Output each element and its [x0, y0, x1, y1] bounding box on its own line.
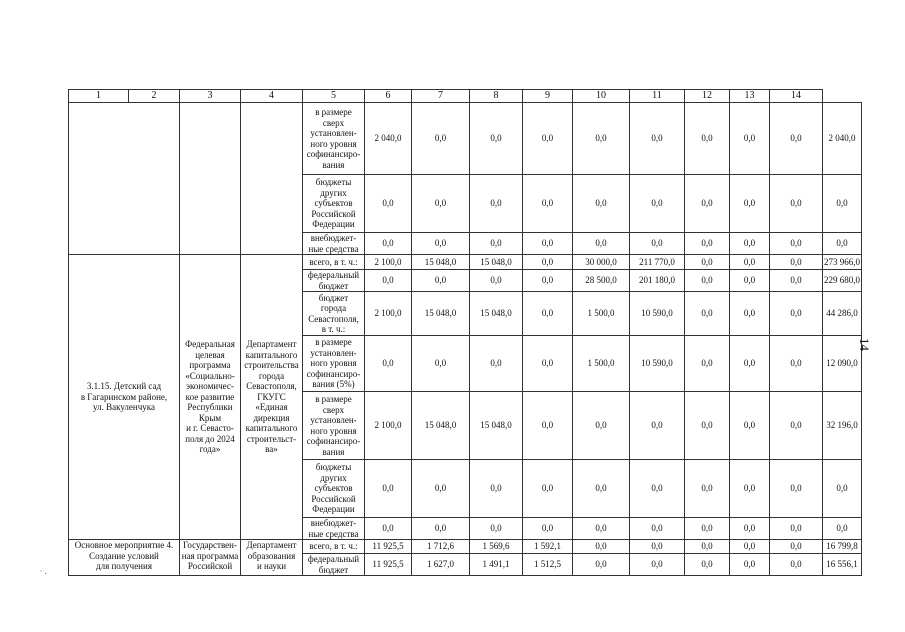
- value-cell: 1 627,0: [412, 554, 470, 576]
- source-cell-line: вания: [322, 446, 345, 457]
- value-cell: 0,0: [523, 292, 573, 336]
- measure-cell-line: в Гагаринском районе,: [80, 391, 168, 402]
- value-cell: 0,0: [685, 233, 730, 255]
- program-cell: [180, 540, 241, 576]
- value-cell: 201 180,0: [630, 270, 685, 292]
- value-cell: 0,0: [730, 103, 770, 175]
- source-cell: [303, 103, 365, 175]
- value-cell: 0,0: [685, 255, 730, 270]
- value-cell: 0,0: [523, 233, 573, 255]
- source-cell-line: в размере: [315, 394, 352, 404]
- value-cell: 30 000,0: [573, 255, 630, 270]
- value-cell: 0,0: [685, 103, 730, 175]
- value-cell: 0,0: [770, 233, 823, 255]
- value-cell: 2 040,0: [823, 103, 862, 175]
- value-cell: 0,0: [770, 392, 823, 460]
- executor-cell-line: образования: [247, 550, 296, 561]
- source-cell-line: других: [320, 472, 347, 483]
- program-cell-line: кое развитие: [185, 391, 235, 402]
- source-cell-line: внебюджет-: [310, 518, 357, 528]
- value-cell: 11 925,5: [365, 540, 412, 554]
- value-cell: 0,0: [573, 460, 630, 518]
- value-cell: 0,0: [365, 233, 412, 255]
- budget-table: [68, 89, 862, 576]
- source-cell: [303, 460, 365, 518]
- source-cell-line: бюджет: [318, 564, 349, 575]
- value-cell: 0,0: [730, 336, 770, 392]
- source-cell-line: в размере: [315, 337, 352, 348]
- value-cell: 2 040,0: [365, 103, 412, 175]
- source-cell-line: всего, в т. ч.:: [309, 256, 358, 267]
- executor-cell: [241, 255, 303, 540]
- value-cell: 0,0: [630, 540, 685, 554]
- value-cell: 0,0: [770, 540, 823, 554]
- source-cell-line: федеральный: [307, 554, 360, 564]
- source-cell-line: сверх: [322, 404, 345, 415]
- program-cell: [180, 255, 241, 540]
- program-cell-line: Федеральная: [185, 339, 235, 350]
- value-cell: 0,0: [730, 518, 770, 540]
- value-cell: 0,0: [523, 518, 573, 540]
- header-cell: 11: [630, 90, 685, 103]
- program-cell-line: года»: [199, 444, 221, 455]
- table-row: [69, 255, 862, 270]
- executor-cell-line: капитального: [245, 423, 298, 434]
- program-cell-line: и г. Севасто-: [186, 423, 234, 434]
- measure-cell: [69, 103, 180, 255]
- source-cell: [303, 392, 365, 460]
- value-cell: 0,0: [730, 292, 770, 336]
- value-cell: 10 590,0: [630, 336, 685, 392]
- value-cell: 0,0: [730, 175, 770, 233]
- source-cell: [303, 554, 365, 576]
- value-cell: 2 100,0: [365, 392, 412, 460]
- source-cell: [303, 540, 365, 554]
- value-cell: 273 966,0: [823, 255, 862, 270]
- measure-cell-line: для получения: [96, 561, 152, 571]
- value-cell: 0,0: [730, 554, 770, 576]
- source-cell-line: федеральный: [307, 270, 360, 280]
- executor-cell-line: города: [258, 370, 285, 381]
- value-cell: 0,0: [470, 103, 523, 175]
- value-cell: 0,0: [630, 175, 685, 233]
- header-cell: 13: [730, 90, 770, 103]
- header-row: [69, 90, 862, 103]
- executor-cell: [241, 103, 303, 255]
- value-cell: 0,0: [770, 270, 823, 292]
- executor-cell-line: ГКУГС: [257, 391, 286, 402]
- value-cell: 0,0: [470, 175, 523, 233]
- value-cell: 0,0: [685, 460, 730, 518]
- header-cell: 3: [180, 90, 241, 103]
- source-cell-line: Российской: [311, 493, 356, 504]
- program-cell-line: целевая: [195, 349, 225, 360]
- source-cell-line: Российской: [311, 208, 356, 219]
- header-cell: 5: [303, 90, 365, 103]
- header-cell: 10: [573, 90, 630, 103]
- value-cell: 0,0: [730, 460, 770, 518]
- value-cell: 0,0: [412, 233, 470, 255]
- value-cell: 1 491,1: [470, 554, 523, 576]
- source-cell: [303, 233, 365, 255]
- measure-cell-line: 3.1.15. Детский сад: [86, 381, 162, 392]
- source-cell-line: бюджет: [318, 292, 349, 303]
- source-cell-line: вания (5%): [312, 379, 355, 390]
- value-cell: 0,0: [770, 292, 823, 336]
- value-cell: 0,0: [823, 233, 862, 255]
- value-cell: 1 512,5: [523, 554, 573, 576]
- value-cell: 0,0: [470, 336, 523, 392]
- value-cell: 0,0: [630, 554, 685, 576]
- value-cell: 0,0: [770, 554, 823, 576]
- value-cell: 2 100,0: [365, 255, 412, 270]
- value-cell: 16 799,8: [823, 540, 862, 554]
- executor-cell-line: ва»: [265, 444, 278, 455]
- source-cell: [303, 292, 365, 336]
- source-cell-line: бюджеты: [315, 462, 352, 473]
- value-cell: 0,0: [730, 392, 770, 460]
- value-cell: 15 048,0: [412, 392, 470, 460]
- source-cell: [303, 270, 365, 292]
- value-cell: 0,0: [470, 460, 523, 518]
- value-cell: 0,0: [412, 103, 470, 175]
- value-cell: 1 592,1: [523, 540, 573, 554]
- value-cell: 0,0: [685, 336, 730, 392]
- value-cell: 0,0: [470, 270, 523, 292]
- source-cell: [303, 518, 365, 540]
- value-cell: 11 925,5: [365, 554, 412, 576]
- source-cell-line: в т. ч.:: [321, 324, 346, 334]
- source-cell-line: Федерации: [312, 504, 355, 515]
- table-row: [69, 540, 862, 554]
- value-cell: 0,0: [823, 175, 862, 233]
- program-cell-line: «Социально-: [185, 370, 235, 381]
- source-cell-line: ные средства: [308, 243, 359, 254]
- source-cell-line: Севастополя,: [308, 313, 359, 324]
- margin-mark: ∙ .: [40, 566, 47, 576]
- value-cell: 2 100,0: [365, 292, 412, 336]
- program-cell-line: программа: [189, 360, 231, 371]
- source-cell-line: внебюджет-: [310, 233, 357, 243]
- value-cell: 0,0: [412, 270, 470, 292]
- value-cell: 0,0: [823, 460, 862, 518]
- program-cell-line: поля до 2024: [185, 433, 235, 444]
- value-cell: 15 048,0: [470, 255, 523, 270]
- executor-cell-line: и науки: [256, 561, 287, 571]
- value-cell: 0,0: [523, 392, 573, 460]
- source-cell-line: Федерации: [312, 219, 355, 230]
- table-body: [69, 90, 862, 576]
- value-cell: 0,0: [365, 336, 412, 392]
- source-cell-line: в размере: [315, 107, 352, 117]
- source-cell-line: субъектов: [314, 198, 353, 209]
- value-cell: 0,0: [412, 518, 470, 540]
- header-cell: 7: [412, 90, 470, 103]
- source-cell-line: ного уровня: [310, 138, 357, 149]
- value-cell: 1 712,6: [412, 540, 470, 554]
- value-cell: 15 048,0: [412, 255, 470, 270]
- value-cell: 0,0: [685, 518, 730, 540]
- value-cell: 0,0: [730, 255, 770, 270]
- value-cell: 0,0: [365, 460, 412, 518]
- value-cell: 0,0: [630, 518, 685, 540]
- header-cell: 2: [129, 90, 180, 103]
- source-cell-line: бюджет: [318, 280, 349, 291]
- value-cell: 32 196,0: [823, 392, 862, 460]
- page-number: 14: [857, 338, 872, 351]
- value-cell: 0,0: [770, 518, 823, 540]
- value-cell: 0,0: [573, 233, 630, 255]
- value-cell: 0,0: [730, 233, 770, 255]
- value-cell: 0,0: [470, 233, 523, 255]
- value-cell: 0,0: [523, 255, 573, 270]
- measure-cell: [69, 540, 180, 576]
- value-cell: 0,0: [685, 554, 730, 576]
- source-cell-line: ного уровня: [310, 425, 357, 436]
- executor-cell-line: Департамент: [246, 339, 297, 350]
- program-cell: [180, 103, 241, 255]
- value-cell: 0,0: [685, 540, 730, 554]
- value-cell: 0,0: [823, 518, 862, 540]
- value-cell: 10 590,0: [630, 292, 685, 336]
- program-cell-line: Республики: [187, 402, 233, 413]
- value-cell: 0,0: [412, 460, 470, 518]
- measure-cell-line: Создание условий: [89, 550, 159, 561]
- header-cell: 8: [470, 90, 523, 103]
- value-cell: 0,0: [770, 103, 823, 175]
- source-cell-line: ные средства: [308, 528, 359, 539]
- measure-cell-line: ул. Вакуленчука: [92, 402, 155, 413]
- value-cell: 0,0: [412, 175, 470, 233]
- program-cell-line: Крым: [198, 412, 222, 423]
- program-cell-line: экономичес-: [186, 381, 234, 392]
- value-cell: 0,0: [630, 392, 685, 460]
- executor-cell-line: дирекция: [253, 412, 290, 423]
- value-cell: 1 569,6: [470, 540, 523, 554]
- value-cell: 211 770,0: [630, 255, 685, 270]
- value-cell: 44 286,0: [823, 292, 862, 336]
- source-cell: [303, 336, 365, 392]
- value-cell: 0,0: [573, 554, 630, 576]
- value-cell: 0,0: [365, 175, 412, 233]
- value-cell: 0,0: [573, 518, 630, 540]
- value-cell: 0,0: [365, 270, 412, 292]
- executor-cell-line: капитального: [245, 349, 298, 360]
- value-cell: 0,0: [685, 175, 730, 233]
- value-cell: 0,0: [730, 270, 770, 292]
- source-cell-line: всего, в т. ч.:: [309, 541, 358, 552]
- source-cell-line: установлен-: [310, 128, 357, 138]
- value-cell: 0,0: [630, 103, 685, 175]
- value-cell: 0,0: [573, 540, 630, 554]
- header-cell: 14: [770, 90, 823, 103]
- value-cell: 0,0: [770, 175, 823, 233]
- value-cell: 0,0: [630, 460, 685, 518]
- value-cell: 0,0: [573, 392, 630, 460]
- measure-cell-line: Основное мероприятие 4.: [74, 540, 174, 550]
- value-cell: 0,0: [770, 255, 823, 270]
- value-cell: 15 048,0: [470, 292, 523, 336]
- value-cell: 229 680,0: [823, 270, 862, 292]
- value-cell: 0,0: [523, 336, 573, 392]
- value-cell: 0,0: [685, 292, 730, 336]
- table-row: [69, 103, 862, 175]
- executor-cell-line: Севастополя,: [246, 381, 297, 392]
- value-cell: 0,0: [365, 518, 412, 540]
- source-cell-line: ного уровня: [310, 358, 357, 369]
- value-cell: 0,0: [770, 336, 823, 392]
- executor-cell-line: Департамент: [246, 540, 297, 550]
- value-cell: 12 090,0: [823, 336, 862, 392]
- value-cell: 0,0: [685, 392, 730, 460]
- source-cell: [303, 255, 365, 270]
- header-cell: 4: [241, 90, 303, 103]
- value-cell: 0,0: [770, 460, 823, 518]
- executor-cell-line: «Единая: [255, 402, 288, 413]
- program-cell-line: ная программа: [181, 550, 239, 561]
- value-cell: 0,0: [523, 460, 573, 518]
- executor-cell-line: строительст-: [246, 433, 297, 444]
- source-cell-line: других: [320, 187, 347, 198]
- source-cell-line: вания: [322, 159, 345, 170]
- value-cell: 1 500,0: [573, 292, 630, 336]
- value-cell: 0,0: [685, 270, 730, 292]
- program-cell-line: Государствен-: [183, 540, 237, 550]
- value-cell: 0,0: [630, 233, 685, 255]
- source-cell-line: установлен-: [310, 347, 357, 358]
- source-cell-line: города: [320, 303, 347, 313]
- header-cell: 6: [365, 90, 412, 103]
- source-cell-line: сверх: [322, 117, 345, 128]
- executor-cell-line: строительства: [244, 360, 299, 371]
- value-cell: 0,0: [523, 175, 573, 233]
- source-cell-line: установлен-: [310, 415, 357, 425]
- source-cell-line: софинансиро-: [306, 436, 361, 446]
- source-cell-line: субъектов: [314, 483, 353, 494]
- source-cell: [303, 175, 365, 233]
- source-cell-line: бюджеты: [315, 177, 352, 188]
- header-cell: 1: [69, 90, 129, 103]
- value-cell: 1 500,0: [573, 336, 630, 392]
- measure-cell: [69, 255, 180, 540]
- source-cell-line: софинансиро-: [306, 368, 361, 379]
- value-cell: 0,0: [523, 270, 573, 292]
- header-cell: 9: [523, 90, 573, 103]
- value-cell: 0,0: [573, 175, 630, 233]
- program-cell-line: Российской: [187, 561, 233, 571]
- executor-cell: [241, 540, 303, 576]
- source-cell-line: софинансиро-: [306, 149, 361, 159]
- value-cell: 15 048,0: [412, 292, 470, 336]
- value-cell: 0,0: [730, 540, 770, 554]
- value-cell: 0,0: [573, 103, 630, 175]
- value-cell: 0,0: [470, 518, 523, 540]
- value-cell: 16 556,1: [823, 554, 862, 576]
- header-cell: 12: [685, 90, 730, 103]
- value-cell: 15 048,0: [470, 392, 523, 460]
- value-cell: 0,0: [523, 103, 573, 175]
- value-cell: 28 500,0: [573, 270, 630, 292]
- value-cell: 0,0: [412, 336, 470, 392]
